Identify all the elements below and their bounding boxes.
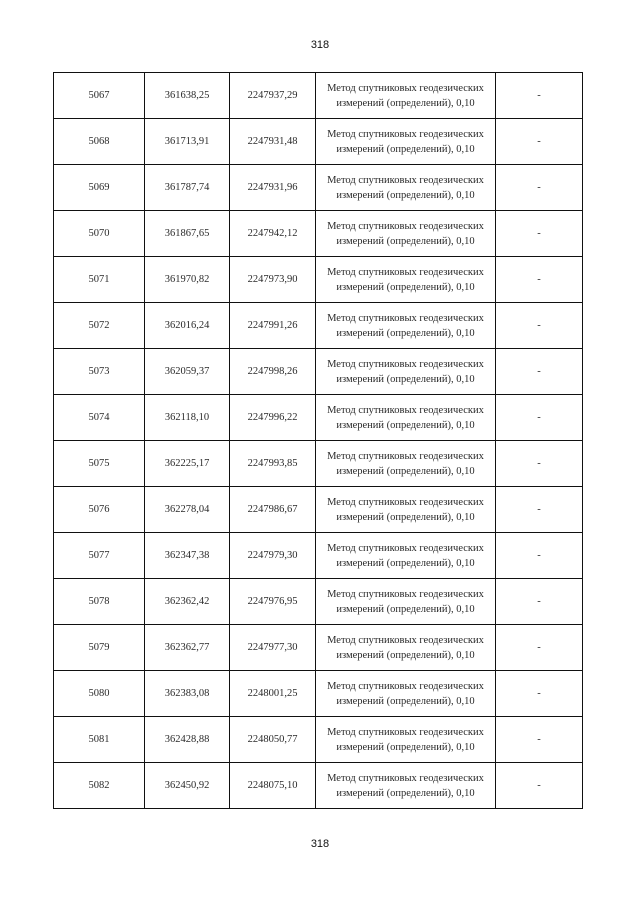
table-row xyxy=(54,625,583,671)
note-cell: - xyxy=(496,625,583,671)
x-coordinate-cell: 361713,91 xyxy=(145,119,230,165)
point-number-cell: 5068 xyxy=(54,119,145,165)
coordinates-table-body xyxy=(54,73,583,809)
method-cell: Метод спутниковых геодезических измерений (определений), 0,10 xyxy=(316,717,496,763)
method-cell: Метод спутниковых геодезических измерений (определений), 0,10 xyxy=(316,303,496,349)
note-cell: - xyxy=(496,579,583,625)
point-number-cell: 5069 xyxy=(54,165,145,211)
method-cell: Метод спутниковых геодезических измерений (определений), 0,10 xyxy=(316,257,496,303)
point-number-cell: 5067 xyxy=(54,73,145,119)
table-row xyxy=(54,441,583,487)
method-cell: Метод спутниковых геодезических измерений (определений), 0,10 xyxy=(316,165,496,211)
note-cell: - xyxy=(496,303,583,349)
note-cell: - xyxy=(496,73,583,119)
table-row xyxy=(54,211,583,257)
y-coordinate-cell: 2247993,85 xyxy=(230,441,316,487)
table-row xyxy=(54,763,583,809)
method-cell: Метод спутниковых геодезических измерений (определений), 0,10 xyxy=(316,671,496,717)
table-row xyxy=(54,579,583,625)
note-cell: - xyxy=(496,349,583,395)
point-number-cell: 5072 xyxy=(54,303,145,349)
x-coordinate-cell: 362059,37 xyxy=(145,349,230,395)
table-row xyxy=(54,119,583,165)
method-cell: Метод спутниковых геодезических измерений (определений), 0,10 xyxy=(316,73,496,119)
x-coordinate-cell: 361787,74 xyxy=(145,165,230,211)
note-cell: - xyxy=(496,717,583,763)
table-row xyxy=(54,73,583,119)
method-cell: Метод спутниковых геодезических измерений (определений), 0,10 xyxy=(316,625,496,671)
y-coordinate-cell: 2247973,90 xyxy=(230,257,316,303)
method-cell: Метод спутниковых геодезических измерений (определений), 0,10 xyxy=(316,579,496,625)
note-cell: - xyxy=(496,257,583,303)
y-coordinate-cell: 2247977,30 xyxy=(230,625,316,671)
point-number-cell: 5077 xyxy=(54,533,145,579)
y-coordinate-cell: 2247991,26 xyxy=(230,303,316,349)
note-cell: - xyxy=(496,395,583,441)
point-number-cell: 5076 xyxy=(54,487,145,533)
table-row xyxy=(54,487,583,533)
x-coordinate-cell: 362450,92 xyxy=(145,763,230,809)
y-coordinate-cell: 2247942,12 xyxy=(230,211,316,257)
page-number-bottom: 318 xyxy=(310,838,330,850)
y-coordinate-cell: 2248001,25 xyxy=(230,671,316,717)
point-number-cell: 5074 xyxy=(54,395,145,441)
point-number-cell: 5075 xyxy=(54,441,145,487)
note-cell: - xyxy=(496,119,583,165)
coordinates-table xyxy=(53,72,583,809)
table-row xyxy=(54,717,583,763)
y-coordinate-cell: 2248075,10 xyxy=(230,763,316,809)
x-coordinate-cell: 362362,42 xyxy=(145,579,230,625)
y-coordinate-cell: 2247931,96 xyxy=(230,165,316,211)
point-number-cell: 5079 xyxy=(54,625,145,671)
note-cell: - xyxy=(496,533,583,579)
method-cell: Метод спутниковых геодезических измерений (определений), 0,10 xyxy=(316,487,496,533)
table-row xyxy=(54,257,583,303)
x-coordinate-cell: 361867,65 xyxy=(145,211,230,257)
x-coordinate-cell: 362428,88 xyxy=(145,717,230,763)
point-number-cell: 5082 xyxy=(54,763,145,809)
page-number-top: 318 xyxy=(310,39,330,51)
table-row xyxy=(54,395,583,441)
table-row xyxy=(54,671,583,717)
y-coordinate-cell: 2247976,95 xyxy=(230,579,316,625)
y-coordinate-cell: 2247998,26 xyxy=(230,349,316,395)
note-cell: - xyxy=(496,487,583,533)
y-coordinate-cell: 2247979,30 xyxy=(230,533,316,579)
y-coordinate-cell: 2247937,29 xyxy=(230,73,316,119)
method-cell: Метод спутниковых геодезических измерений (определений), 0,10 xyxy=(316,211,496,257)
y-coordinate-cell: 2247931,48 xyxy=(230,119,316,165)
x-coordinate-cell: 362347,38 xyxy=(145,533,230,579)
note-cell: - xyxy=(496,165,583,211)
point-number-cell: 5078 xyxy=(54,579,145,625)
point-number-cell: 5081 xyxy=(54,717,145,763)
method-cell: Метод спутниковых геодезических измерений (определений), 0,10 xyxy=(316,349,496,395)
x-coordinate-cell: 362383,08 xyxy=(145,671,230,717)
point-number-cell: 5080 xyxy=(54,671,145,717)
note-cell: - xyxy=(496,763,583,809)
point-number-cell: 5070 xyxy=(54,211,145,257)
table-row xyxy=(54,349,583,395)
x-coordinate-cell: 362278,04 xyxy=(145,487,230,533)
y-coordinate-cell: 2248050,77 xyxy=(230,717,316,763)
method-cell: Метод спутниковых геодезических измерений (определений), 0,10 xyxy=(316,763,496,809)
y-coordinate-cell: 2247986,67 xyxy=(230,487,316,533)
point-number-cell: 5071 xyxy=(54,257,145,303)
note-cell: - xyxy=(496,671,583,717)
y-coordinate-cell: 2247996,22 xyxy=(230,395,316,441)
method-cell: Метод спутниковых геодезических измерений (определений), 0,10 xyxy=(316,395,496,441)
point-number-cell: 5073 xyxy=(54,349,145,395)
x-coordinate-cell: 362118,10 xyxy=(145,395,230,441)
x-coordinate-cell: 361638,25 xyxy=(145,73,230,119)
x-coordinate-cell: 362016,24 xyxy=(145,303,230,349)
x-coordinate-cell: 361970,82 xyxy=(145,257,230,303)
method-cell: Метод спутниковых геодезических измерений (определений), 0,10 xyxy=(316,533,496,579)
method-cell: Метод спутниковых геодезических измерений (определений), 0,10 xyxy=(316,441,496,487)
method-cell: Метод спутниковых геодезических измерений (определений), 0,10 xyxy=(316,119,496,165)
table-row xyxy=(54,165,583,211)
x-coordinate-cell: 362362,77 xyxy=(145,625,230,671)
table-row xyxy=(54,533,583,579)
x-coordinate-cell: 362225,17 xyxy=(145,441,230,487)
note-cell: - xyxy=(496,441,583,487)
note-cell: - xyxy=(496,211,583,257)
table-row xyxy=(54,303,583,349)
